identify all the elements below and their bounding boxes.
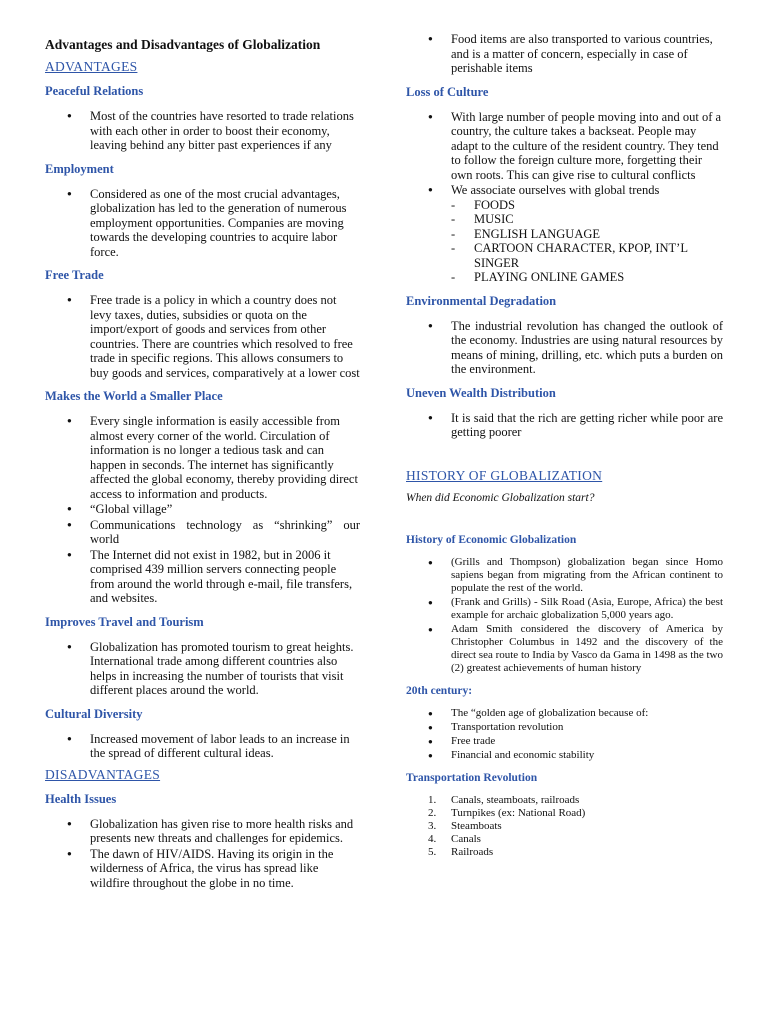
history-question: When did Economic Globalization start? — [406, 491, 595, 504]
list-item: ● Food items are also transported to various countries, and is a matter of concern, especially in case of perishable items — [406, 32, 723, 76]
travel-tourism-heading: Improves Travel and Tourism — [45, 614, 204, 629]
item-number: 2. — [428, 806, 437, 819]
list-item — [406, 183, 723, 285]
peaceful-relations-list — [45, 109, 360, 153]
loss-of-culture-list — [406, 110, 723, 285]
list-item: ● Transportation revolution — [406, 721, 723, 734]
item-number: 1. — [428, 793, 437, 806]
free-trade-heading: Free Trade — [45, 268, 104, 282]
list-item: ● The “golden age of globalization because of: — [406, 707, 723, 720]
employment-heading: Employment — [45, 161, 114, 176]
health-issues-heading: Health Issues — [45, 791, 117, 806]
history-heading: HISTORY OF GLOBALIZATION — [406, 467, 603, 483]
advantages-heading: ADVANTAGES — [45, 59, 138, 74]
twentieth-century-heading: 20th century: — [406, 684, 473, 697]
twentieth-century-list — [406, 707, 723, 762]
list-item: ● With large number of people moving into and out of a country, the culture takes a backseat. People may adapt to the culture of the resident country. They tend to follow the foreign culture more, forgetting their own roots. This can give rise to cultural conflicts — [406, 110, 723, 183]
list-item: ● Adam Smith considered the discovery of America by Christopher Columbus in 1492 and the discovery of the direct sea route to India by Vasco da Gama in 1498 as the two (2) greatest achievements of human history — [406, 623, 723, 675]
cultural-diversity-heading: Cultural Diversity — [45, 706, 143, 721]
global-trends-list — [451, 198, 723, 285]
document-title: Advantages and Disadvantages of Globalization — [45, 37, 321, 52]
list-item: ● (Grills and Thompson) globalization began since Homo sapiens began from migrating from the African continent to populate the rest of the world. — [406, 556, 723, 595]
item-text: Steamboats — [451, 819, 502, 832]
list-item: ● (Frank and Grills) - Silk Road (Asia, Europe, Africa) the best example for archaic globalization 5,000 years ago. — [406, 596, 723, 622]
list-item: ● Globalization has given rise to more health risks and presents new threats and challenges for epidemics. — [45, 817, 360, 846]
item-text: Turnpikes (ex: National Road) — [451, 806, 586, 819]
employment-list — [45, 187, 360, 260]
numbered-item — [406, 833, 723, 846]
peaceful-relations-heading: Peaceful Relations — [45, 84, 144, 98]
trend-item: - MUSIC — [451, 212, 723, 227]
disadvantages-heading: DISADVANTAGES — [45, 766, 161, 782]
item-number: 3. — [428, 819, 437, 832]
item-number: 4. — [428, 832, 437, 845]
list-item: ● Increased movement of labor leads to an increase in the spread of different cultural ideas. — [45, 732, 360, 761]
environmental-degradation-heading: Environmental Degradation — [406, 293, 557, 308]
transportation-list — [406, 794, 723, 859]
loss-of-culture-heading: Loss of Culture — [406, 84, 489, 99]
trend-item: - ENGLISH LANGUAGE — [451, 227, 723, 242]
cultural-diversity-list — [45, 732, 360, 761]
food-items-list — [406, 32, 723, 76]
item-text: Canals, steamboats, railroads — [451, 793, 580, 806]
list-item: ● Communications technology as “shrinking” our world — [45, 518, 360, 547]
uneven-wealth-list — [406, 411, 723, 440]
list-item: ● It is said that the rich are getting richer while poor are getting poorer — [406, 411, 723, 440]
item-text: Canals — [451, 832, 481, 845]
trend-item: - CARTOON CHARACTER, KPOP, INT’L SINGER — [451, 241, 723, 270]
list-item: ● Free trade is a policy in which a country does not levy taxes, duties, subsidies or quota on the import/export of goods and services from other countries. There are countries which resolved to free trade in specific regions. This allows consumers to buy goods and services, comparatively at a lower cost — [45, 293, 360, 380]
economic-history-list — [406, 556, 723, 675]
item-text: Railroads — [451, 845, 494, 858]
trend-item: - PLAYING ONLINE GAMES — [451, 270, 723, 285]
smaller-world-list — [45, 414, 360, 606]
environmental-degradation-list — [406, 319, 723, 377]
right-column — [406, 32, 723, 859]
list-item: ● Free trade — [406, 735, 723, 748]
list-item: ● Financial and economic stability — [406, 749, 723, 762]
list-item: ● Most of the countries have resorted to trade relations with each other in order to boost their economy, leaving behind any bitter past experiences if any — [45, 109, 360, 153]
left-column — [45, 32, 360, 896]
numbered-item — [406, 846, 723, 859]
uneven-wealth-heading: Uneven Wealth Distribution — [406, 385, 556, 400]
travel-tourism-list — [45, 640, 360, 698]
list-item: ● The Internet did not exist in 1982, but in 2006 it comprised 439 million servers connecting people from around the world through e-mail, file transfers, and websites. — [45, 548, 360, 606]
transportation-revolution-heading: Transportation Revolution — [406, 771, 538, 784]
list-item: ● Considered as one of the most crucial advantages, globalization has led to the generation of numerous employment opportunities. Companies are moving towards the developing countries to acquire labor force. — [45, 187, 360, 260]
list-item: ● Globalization has promoted tourism to great heights. International trade among different countries also helps in increasing the number of tourists that visit different places around the world. — [45, 640, 360, 698]
numbered-item — [406, 807, 723, 820]
global-trends-text: We associate ourselves with global trends — [451, 183, 660, 197]
smaller-world-heading: Makes the World a Smaller Place — [45, 389, 223, 403]
numbered-item — [406, 820, 723, 833]
trend-item: - FOODS — [451, 198, 723, 213]
list-item: ● The industrial revolution has changed the outlook of the economy. Industries are using natural resources by means of mining, drilling, etc. which puts a burden on the environment. — [406, 319, 723, 377]
list-item: ● “Global village” — [45, 502, 360, 517]
economic-history-heading: History of Economic Globalization — [406, 533, 577, 546]
health-issues-list — [45, 817, 360, 891]
numbered-item — [406, 794, 723, 807]
item-number: 5. — [428, 845, 437, 858]
free-trade-list — [45, 293, 360, 380]
list-item: ● Every single information is easily accessible from almost every corner of the world. Circulation of information is no longer a tedious task and can happen in seconds. The internet has significantly affected the global economy, thereby providing direct access to information and products. — [45, 414, 360, 501]
list-item: ● The dawn of HIV/AIDS. Having its origin in the wilderness of Africa, the virus has spread like wildfire throughout the globe in no time. — [45, 847, 360, 891]
